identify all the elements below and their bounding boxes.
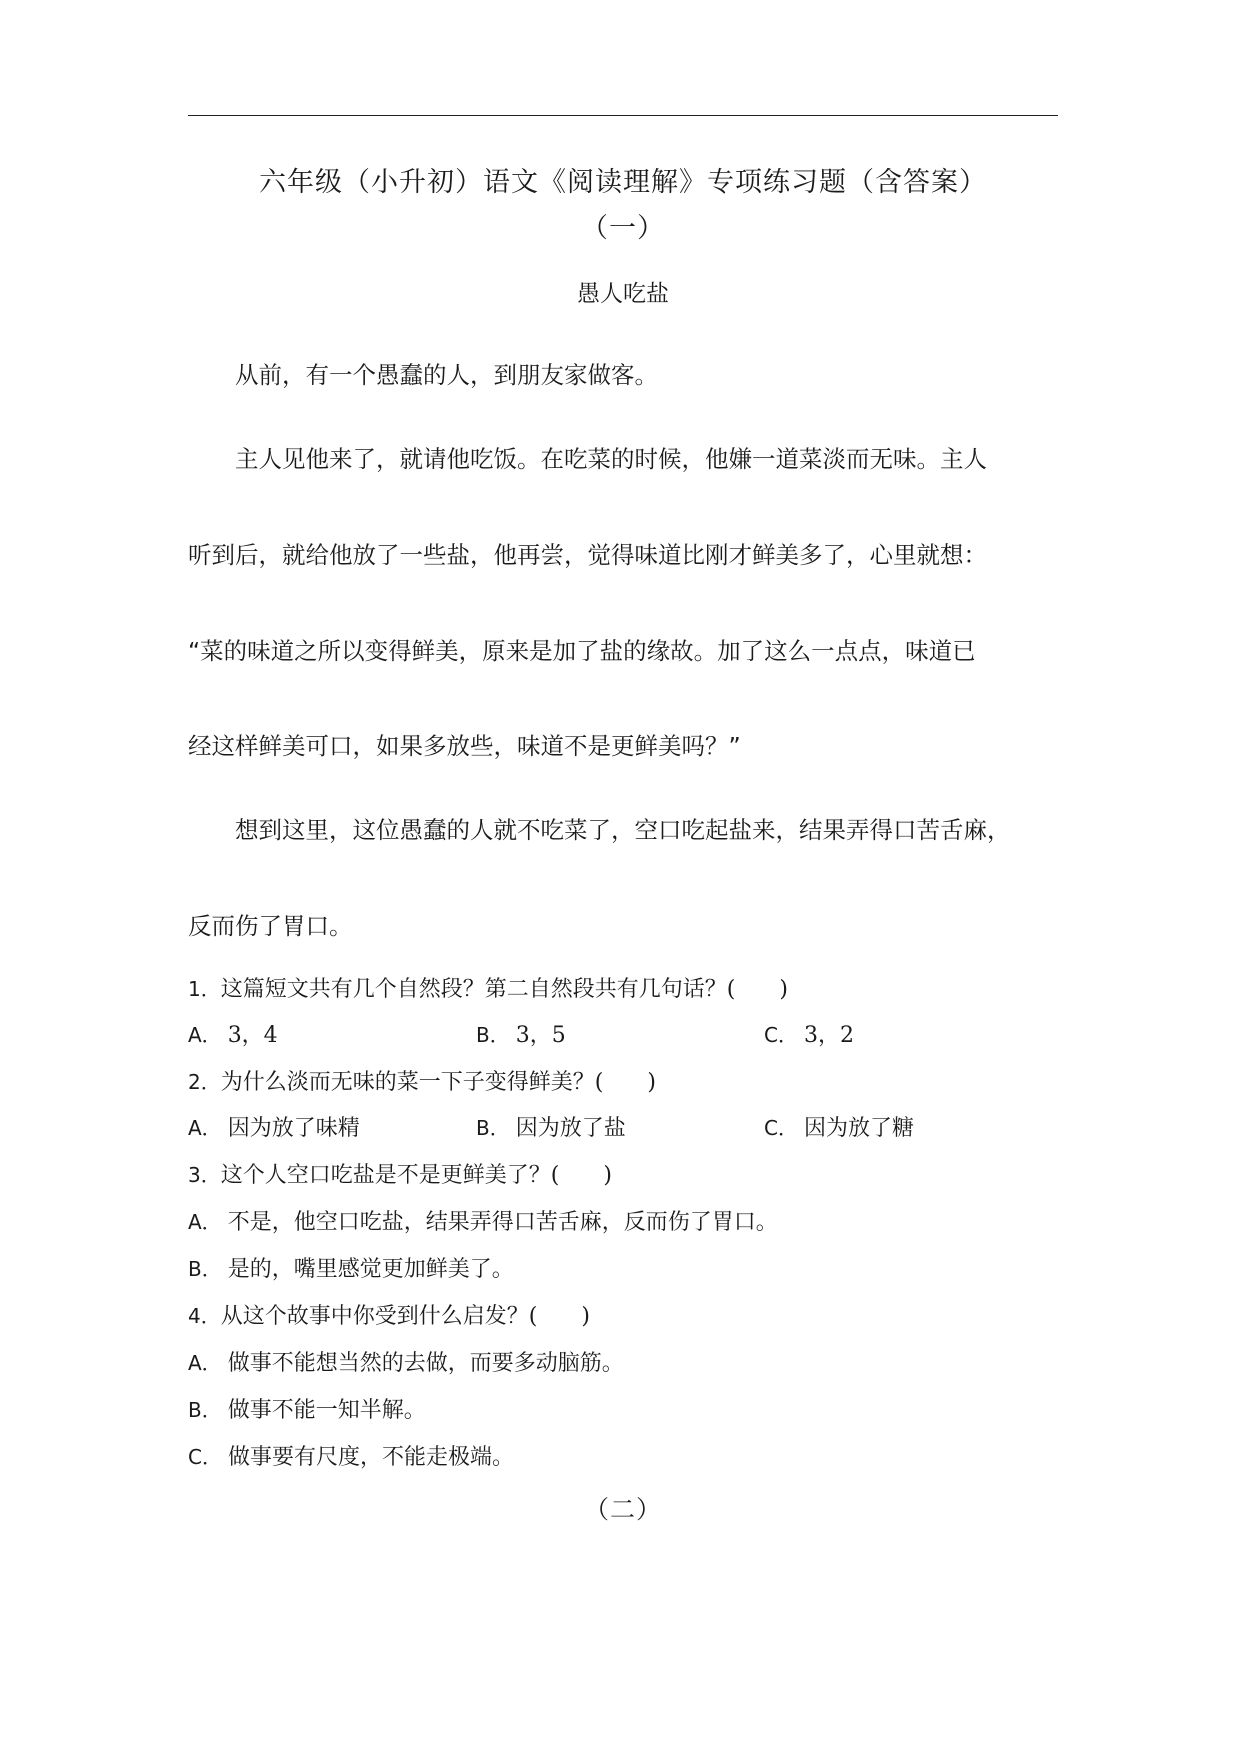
question-text: 这个人空口吃盐是不是更鲜美了？( ) — [220, 1163, 612, 1188]
question-text: 这篇短文共有几个自然段？第二自然段共有几句话？( ) — [220, 977, 788, 1002]
section-label-1: （一） — [581, 213, 665, 244]
option-4a — [188, 1346, 624, 1377]
option-letter: C． — [188, 1445, 222, 1469]
option-text: 因为放了盐 — [515, 1116, 626, 1141]
story-line: 主人见他来了，就请他吃饭。在吃菜的时候，他嫌一道菜淡而无味。主人 — [188, 445, 987, 473]
question-1 — [188, 972, 788, 1003]
header-rule — [188, 115, 1058, 116]
option-text: 3，5 — [515, 1023, 566, 1048]
option-3b — [188, 1252, 514, 1283]
option-text: 因为放了味精 — [227, 1116, 360, 1141]
option-4b — [188, 1393, 426, 1424]
option-1b — [476, 1018, 566, 1049]
document-title: 六年级（小升初）语文《阅读理解》专项练习题（含答案） — [259, 167, 987, 198]
question-number: 3． — [188, 1163, 221, 1187]
option-letter: B． — [476, 1023, 510, 1047]
option-letter: C． — [764, 1023, 798, 1047]
story-line: 听到后，就给他放了一些盐，他再尝，觉得味道比刚才鲜美多了，心里就想： — [188, 541, 987, 569]
option-letter: A． — [188, 1351, 222, 1375]
section-label-2: （二） — [583, 1495, 662, 1524]
question-2 — [188, 1065, 656, 1096]
story-title: 愚人吃盐 — [577, 281, 669, 307]
option-letter: A． — [188, 1023, 222, 1047]
option-1c — [764, 1018, 854, 1049]
option-letter: A． — [188, 1116, 222, 1140]
story-line: 从前，有一个愚蠢的人，到朋友家做客。 — [188, 361, 658, 389]
option-letter: B． — [188, 1398, 222, 1422]
option-text: 3，2 — [803, 1023, 854, 1048]
option-letter: A． — [188, 1210, 222, 1234]
option-2b — [476, 1111, 626, 1142]
option-2c — [764, 1111, 914, 1142]
story-line: “菜的味道之所以变得鲜美，原来是加了盐的缘故。加了这么一点点，味道已 — [188, 637, 976, 665]
story-line: 想到这里，这位愚蠢的人就不吃菜了，空口吃起盐来，结果弄得口苦舌麻， — [188, 816, 1011, 844]
question-text: 从这个故事中你受到什么启发？( ) — [220, 1304, 590, 1329]
option-text: 做事不能一知半解。 — [227, 1398, 426, 1423]
question-number: 2． — [188, 1070, 221, 1094]
question-text: 为什么淡而无味的菜一下子变得鲜美？( ) — [220, 1070, 656, 1095]
option-text: 做事不能想当然的去做，而要多动脑筋。 — [227, 1351, 624, 1376]
option-1a — [188, 1018, 278, 1049]
story-line: 反而伤了胃口。 — [188, 912, 353, 940]
option-3a — [188, 1205, 778, 1236]
option-text: 因为放了糖 — [803, 1116, 914, 1141]
option-4c — [188, 1440, 514, 1471]
story-line: 经这样鲜美可口，如果多放些，味道不是更鲜美吗？” — [188, 732, 741, 760]
question-4 — [188, 1299, 590, 1330]
question-number: 1． — [188, 977, 221, 1001]
option-text: 不是，他空口吃盐，结果弄得口苦舌麻，反而伤了胃口。 — [227, 1210, 778, 1235]
question-number: 4． — [188, 1304, 221, 1328]
option-letter: C． — [764, 1116, 798, 1140]
question-3 — [188, 1158, 612, 1189]
option-text: 是的，嘴里感觉更加鲜美了。 — [227, 1257, 514, 1282]
option-text: 做事要有尺度，不能走极端。 — [227, 1445, 514, 1470]
option-letter: B． — [476, 1116, 510, 1140]
option-letter: B． — [188, 1257, 222, 1281]
option-2a — [188, 1111, 360, 1142]
option-text: 3，4 — [227, 1023, 278, 1048]
